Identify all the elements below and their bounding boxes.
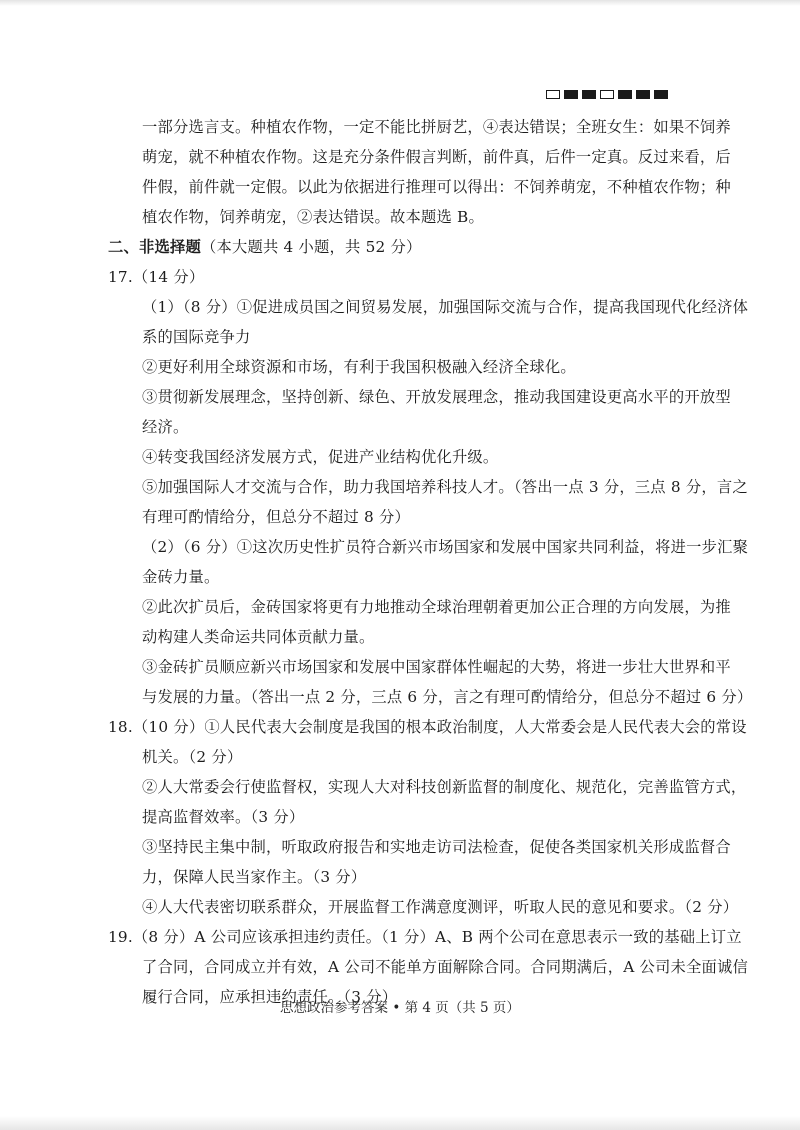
q17-line: 有理可酌情给分，但总分不超过 8 分） (142, 508, 411, 526)
q19-line: 了合同，合同成立并有效，A 公司不能单方面解除合同。合同期满后，A 公司未全面诚信 (142, 958, 749, 976)
q17-line: 系的国际竞争力 (142, 328, 251, 346)
text-line: 萌宠，就不种植农作物。这是充分条件假言判断，前件真，后件一定真。反过来看，后 (142, 148, 731, 166)
q18-line: ②人大常委会行使监督权，实现人大对科技创新监督的制度化、规范化，完善监管方式， (142, 778, 747, 796)
q17-line: 与发展的力量。（答出一点 2 分，三点 6 分，言之有理可酌情给分，但总分不超过 6 分） (142, 688, 753, 706)
marker-square (564, 90, 578, 99)
marker-square (600, 90, 614, 99)
text-line: 植农作物，饲养萌宠，②表达错误。故本题选 B。 (142, 208, 484, 226)
q18-line: ④人大代表密切联系群众，开展监督工作满意度测评，听取人民的意见和要求。（2 分） (142, 898, 739, 916)
q18-line: 机关。（2 分） (142, 748, 243, 766)
header-marker (546, 90, 668, 99)
page-footer: 思想政治参考答案 • 第 4 页（共 5 页） (280, 1000, 520, 1016)
q18-line: ③坚持民主集中制，听取政府报告和实地走访司法检查，促使各类国家机关形成监督合 (142, 838, 731, 856)
text-line: 件假，前件就一定假。以此为依据进行推理可以得出：不饲养萌宠，不种植农作物；种 (142, 178, 731, 196)
marker-square (618, 90, 632, 99)
text-line: 一部分选言支。种植农作物，一定不能比拼厨艺，④表达错误；全班女生：如果不饲养 (142, 118, 731, 136)
section-title: 二、非选择题 (108, 238, 201, 256)
bottom-edge-shadow (0, 1116, 800, 1130)
marker-square (654, 90, 668, 99)
q17-line: （1）（8 分）①促进成员国之间贸易发展，加强国际交流与合作，提高我国现代化经济体 (142, 298, 749, 316)
marker-square (546, 90, 560, 99)
q18-line: 提高监督效率。（3 分） (142, 808, 305, 826)
q17-line: 经济。 (142, 418, 189, 436)
marker-square (582, 90, 596, 99)
question-19-head: 19.（8 分）A 公司应该承担违约责任。（1 分）A、B 两个公司在意思表示一致的基础上订立 (108, 928, 742, 946)
q17-line: （2）（6 分）①这次历史性扩员符合新兴市场国家和发展中国家共同利益，将进一步汇聚 (142, 538, 749, 556)
q17-line: ②此次扩员后，金砖国家将更有力地推动全球治理朝着更加公正合理的方向发展，为推 (142, 598, 731, 616)
section-note: （本大题共 4 小题，共 52 分） (200, 238, 422, 256)
q17-line: ③贯彻新发展理念，坚持创新、绿色、开放发展理念，推动我国建设更高水平的开放型 (142, 388, 731, 406)
question-17-head: 17.（14 分） (108, 268, 205, 286)
q17-line: 动构建人类命运共同体贡献力量。 (142, 628, 375, 646)
q17-line: ④转变我国经济发展方式，促进产业结构优化升级。 (142, 448, 499, 466)
top-edge-shadow (0, 0, 800, 6)
q17-line: ③金砖扩员顺应新兴市场国家和发展中国家群体性崛起的大势，将进一步壮大世界和平 (142, 658, 731, 676)
marker-square (636, 90, 650, 99)
q17-line: ⑤加强国际人才交流与合作，助力我国培养科技人才。（答出一点 3 分，三点 8 分，言之 (142, 478, 748, 496)
q18-line: 力，保障人民当家作主。（3 分） (142, 868, 367, 886)
section-heading (108, 232, 688, 262)
q17-line: ②更好利用全球资源和市场，有利于我国积极融入经济全球化。 (142, 358, 576, 376)
question-18-head: 18.（10 分）①人民代表大会制度是我国的根本政治制度，人大常委会是人民代表大会的常设 (108, 718, 747, 736)
q19-line: 履行合同，应承担违约责任。（3 分） (142, 988, 398, 1006)
answer-content (108, 112, 753, 1012)
q17-line: 金砖力量。 (142, 568, 220, 586)
